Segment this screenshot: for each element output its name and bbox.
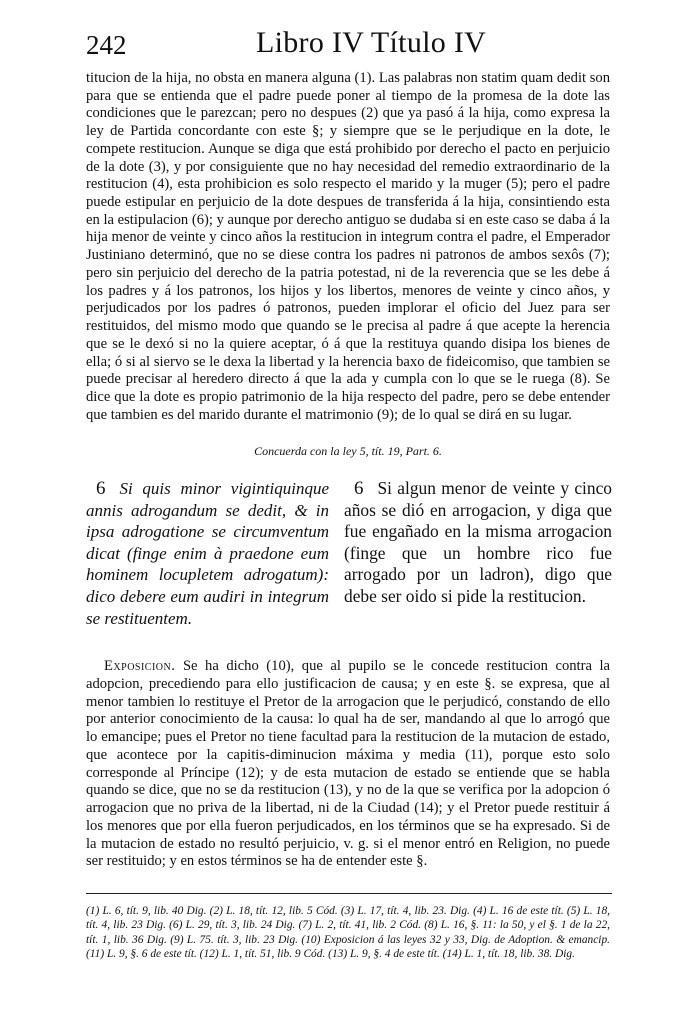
spanish-column [344, 478, 612, 608]
footnote-divider [86, 893, 612, 894]
latin-text: Si quis minor vigintiquinque annis adrogandum se dedit, & in ipsa adrogatione se circumventum dicat (finge enim à praedone eum hominem locupletem adrogatum): dico debere eum audiri in integrum se restituentem. [86, 479, 329, 628]
running-title: Libro IV Título IV [256, 26, 487, 59]
exposicion-label: Exposicion. [104, 658, 176, 674]
exposicion-text: Se ha dicho (10), que al pupilo se le concede restitucion contra la adopcion, precediendo para ello justificacion de causa; y en este §. se expresa, que al menor tambien lo restituye el Pretor de la arrogacion que le perjudicó, constando de ello por anterior conocimiento de la causa: lo qual ha de ser, mandando al que lo arrogó que lo emancipe; pues el Pretor no tiene facultad para la restitucion de la mutacion de estado, que acontece por la capitis-diminucion máxima y media (11), porque esto solo corresponde al Príncipe (12); y de esta mutacion de estado se entiende que se habla quando se dice, que no se da restitucion (13), y no de la que se verifica por la adopcion ó arrogacion que no priva de la libertad, ni de la Ciudad (14); y el Pretor puede restituir á los menores que por ella fueron perjudicados, en los términos que se ha expresado. Si de la mutacion de estado no resultó perjuicio, v. g. si el menor entró en Religion, no puede ser restituido; y en estos términos se ha de entender este §. [86, 658, 610, 870]
main-paragraph [86, 70, 610, 424]
footnotes-text: (1) L. 6, tít. 9, lib. 40 Dig. (2) L. 18, tít. 12, lib. 5 Cód. (3) L. 17, tít. 4, lib. 23. Dig. (4) L. 16 de este tít. (5) L. 18, tít. 4, lib. 23 Dig. (6) L. 29, tít. 3, lib. 24 Dig. (7) L. 2, tít. 41, lib. 2 Cód. (8) L. 16, §. 11: la 50, y el §. 1 de la 22, tít. 1, lib. 36 Dig. (9) L. 75. tít. 3, lib. 23 Dig. (10) Exposicion á las leyes 32 y 33, Dig. de Adoption. & emancip. (11) L. 9, §. 6 de este tít. (12) L. 1, tít. 51, lib. 9 Cód. (13) L. 9, §. 4 de este tít. (14) L. 1, tít. 18, lib. 38. Dig. [86, 905, 610, 961]
concordance-note: Concuerda con la ley 5, tít. 19, Part. 6. [254, 444, 442, 458]
section-number-spanish: 6 [354, 478, 364, 499]
exposicion-paragraph [86, 658, 610, 871]
footnotes [86, 904, 610, 962]
page-number: 242 [86, 30, 127, 60]
page-header [86, 26, 616, 66]
main-paragraph-text: titucion de la hija, no obsta en manera alguna (1). Las palabras non statim quam dedit son para que se entienda que el padre puede poner al tiempo de la promesa de la dote las condiciones que le parezcan; pero no despues (2) que ya pasó á la hija, como expresa la ley de Partida concordante con este §; y siempre que se le perjudique en la dote, le compete restitucion. Aunque se diga que está prohibido por derecho el pacto en perjuicio de la dote (3), y por consiguiente que no hay necesidad del remedio extraordinario de la restitucion (4), esta prohibicion es solo respecto el marido y la muger (5); pero el padre puede estipular en perjuicio de la dote despues de transferida á la hija, consintiendo esta en la estipulacion (6); y aunque por derecho antiguo se dudaba si en este caso se daba á la hija menor de veinte y cinco años la restitucion in integrum contra el padre, el Emperador Justiniano determinó, que no se diese contra los padres ni patronos de ambos sexôs (7); pero sin perjuicio del derecho de la patria potestad, ni de la reverencia que se les debe á los padres y á los patronos, los hijos y los libertos, menores de veinte y cinco años, y perjudicados por los padres ó patronos, pueden implorar el oficio del Juez para ser restituidos, del mismo modo que quando se le precisa al padre á que acepte la herencia que se le dexó si no la quiere aceptar, ó á que la restituya quando disipa los bienes de ella; ó si al siervo se le dexa la libertad y la herencia baxo de fideicomiso, que tambien se puede precisar al heredero directo á que la ada y cumpla con lo que se le ruega (8). Se dice que la dote es propio patrimonio de la hija respecto del padre, pero se debe entender que tambien es del marido durante el matrimonio (9); de lo qual se dirá en su lugar. [86, 70, 610, 423]
section-number-latin: 6 [96, 478, 106, 499]
latin-column [86, 478, 329, 629]
spanish-text: Si algun menor de veinte y cinco años se dió en arrogacion, y diga que fue engañado en la misma arrogacion (finge que un hombre rico fue arrogado por un ladron), digo que debe ser oido si pide la restitucion. [344, 478, 612, 606]
